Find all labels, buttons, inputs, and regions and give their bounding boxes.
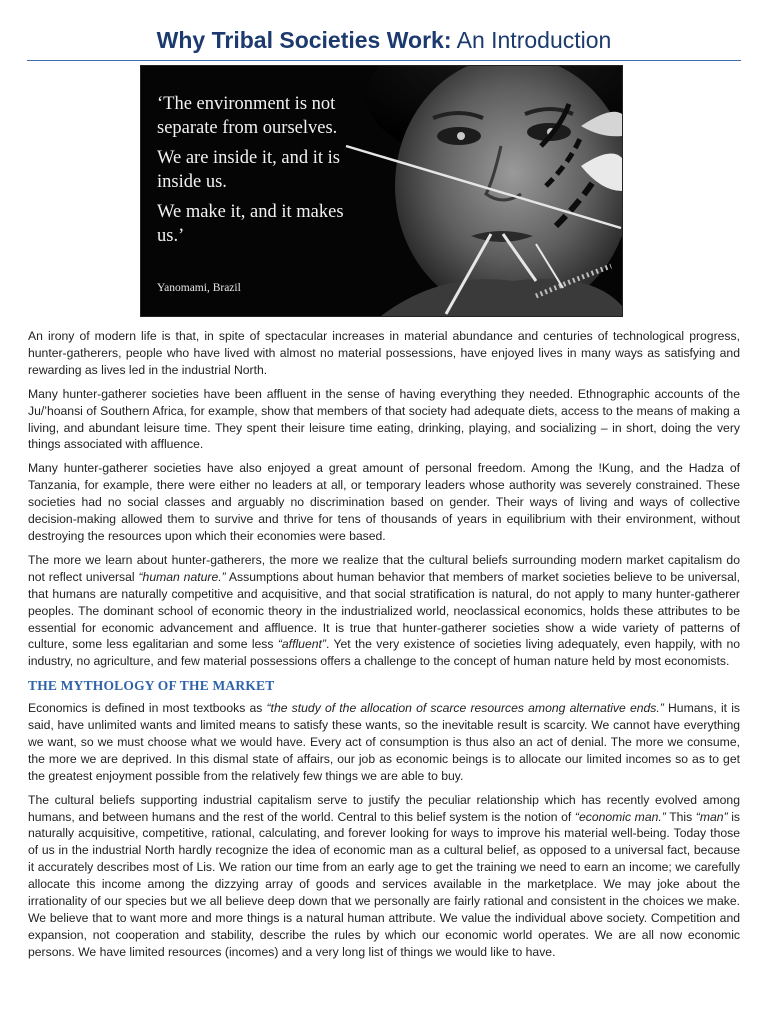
photo-quote <box>157 92 347 254</box>
text-run: Economics is defined in most textbooks as <box>28 701 267 716</box>
paragraph-4 <box>28 552 740 670</box>
quote-line: ‘The environment is not separate from ourselves. <box>157 94 338 138</box>
text-run: . Yet the very existence of societies living adequately, even happily, with no industry, no agriculture, and few material possessions offers a challenge to the concept of human nature held by most economists. <box>28 637 740 669</box>
text-run: Humans, it is said, have unlimited wants and limited means to satisfy these wants, so the inevitable result is scarcity. We cannot have everything we want, so we must choose what we would have. Every act of consumption is thus also an act of denial. The more we consume, the more we are deprived. In this dismal state of affairs, our job as economic beings is to allocate our limited incomes so as to get the greatest enjoyment possible from the relatively few things we are able to buy. <box>28 701 741 783</box>
paragraph-2: Many hunter-gatherer societies have been affluent in the sense of having everything they needed. Ethnographic accounts of the Ju/’hoansi of Southern Africa, for example, show that members of that society had adequate diets, access to the means of making a living, and abundant leisure time. They spent their leisure time eating, drinking, playing, and socializing – in short, doing the very things associated with affluence. <box>28 386 740 452</box>
quote-line: We make it, and it makes us.’ <box>157 202 344 246</box>
italic-run: “human nature.” <box>138 569 226 584</box>
section-heading: THE MYTHOLOGY OF THE MARKET <box>28 678 275 694</box>
italic-run: “man” <box>695 809 728 824</box>
text-run: Assumptions about human behavior that members of market societies believe to be universal, that humans are naturally competitive and acquisitive, and that social stratification is natural, do not apply to many hunter-gatherer peoples. The dominant school of economic theory in the industrialized world, neoclassical economics, holds these attributes to be essential for economic advancement and affluence. It is true that hunter-gatherer societies show a wide variety of patterns of culture, some less egalitarian and some less <box>28 569 740 652</box>
title-bold: Why Tribal Societies Work: <box>156 27 452 53</box>
quote-photo <box>141 66 622 316</box>
quote-line: We are inside it, and it is inside us. <box>157 148 340 192</box>
quote-attribution: Yanomami, Brazil <box>157 282 241 294</box>
italic-run: “affluent” <box>277 637 326 652</box>
text-run: The more we learn about hunter-gatherers, the more we realize that the cultural beliefs surrounding modern market capitalism do not reflect universal <box>28 552 740 584</box>
paragraph-3: Many hunter-gatherer societies have also enjoyed a great amount of personal freedom. Among the !Kung, and the Hadza of Tanzania, for example, there were either no leaders at all, or temporary leaders whose authority was severely constrained. These societies had no social classes and arguably no discrimination based on gender. Their ways of living and ways of collective decision-making allowed them to survive and thrive for tens of thousands of years in equilibrium with their environment, without destroying the resources upon which their economies were based. <box>28 461 740 543</box>
text-run: The cultural beliefs supporting industrial capitalism serve to justify the peculiar relationship which has recently evolved among humans, and between humans and the rest of the world. Central to this belief system is the notion of <box>28 792 740 824</box>
title-divider <box>27 60 741 61</box>
page-title <box>0 24 768 56</box>
text-run: is naturally acquisitive, competitive, rational, calculating, and forever looking for ways to improve his material well-being. Today those of us in the industrial North hardly recognize the idea of economic man as a cultural belief, as opposed to a universal fact, because it accurately describes most of Lis. We ration our time from an early age to get the training we need to earn an income; we carefully allocate this income among the dizzying array of goods and services available in the marketplace. We may joke about the irrationality of our species but we all believe deep down that we personally are fairly rational and consistent in the choices we make. We believe that to want more and more things is a natural human attribute. We value the individual above society. Competition and expansion, not cooperation and stability, describe the rules by which our economic world operates. We are all now economic persons. We have limited resources (incomes) and a very long list of things we would like to have. <box>28 809 740 959</box>
paragraph-1: An irony of modern life is that, in spite of spectacular increases in material abundance and centuries of technological progress, hunter-gatherers, people who have lived with almost no material possessions, have enjoyed lives in many ways as satisfying and rewarding as lives led in the industrial North. <box>28 329 740 377</box>
paragraph-6 <box>28 792 740 961</box>
italic-run: “the study of the allocation of scarce resources among alternative ends.” <box>266 701 664 716</box>
text-run: This <box>665 809 696 824</box>
paragraph-5 <box>28 700 740 785</box>
title-rest: An Introduction <box>451 27 612 53</box>
article-body <box>28 328 740 968</box>
italic-run: “economic man.” <box>574 809 666 824</box>
